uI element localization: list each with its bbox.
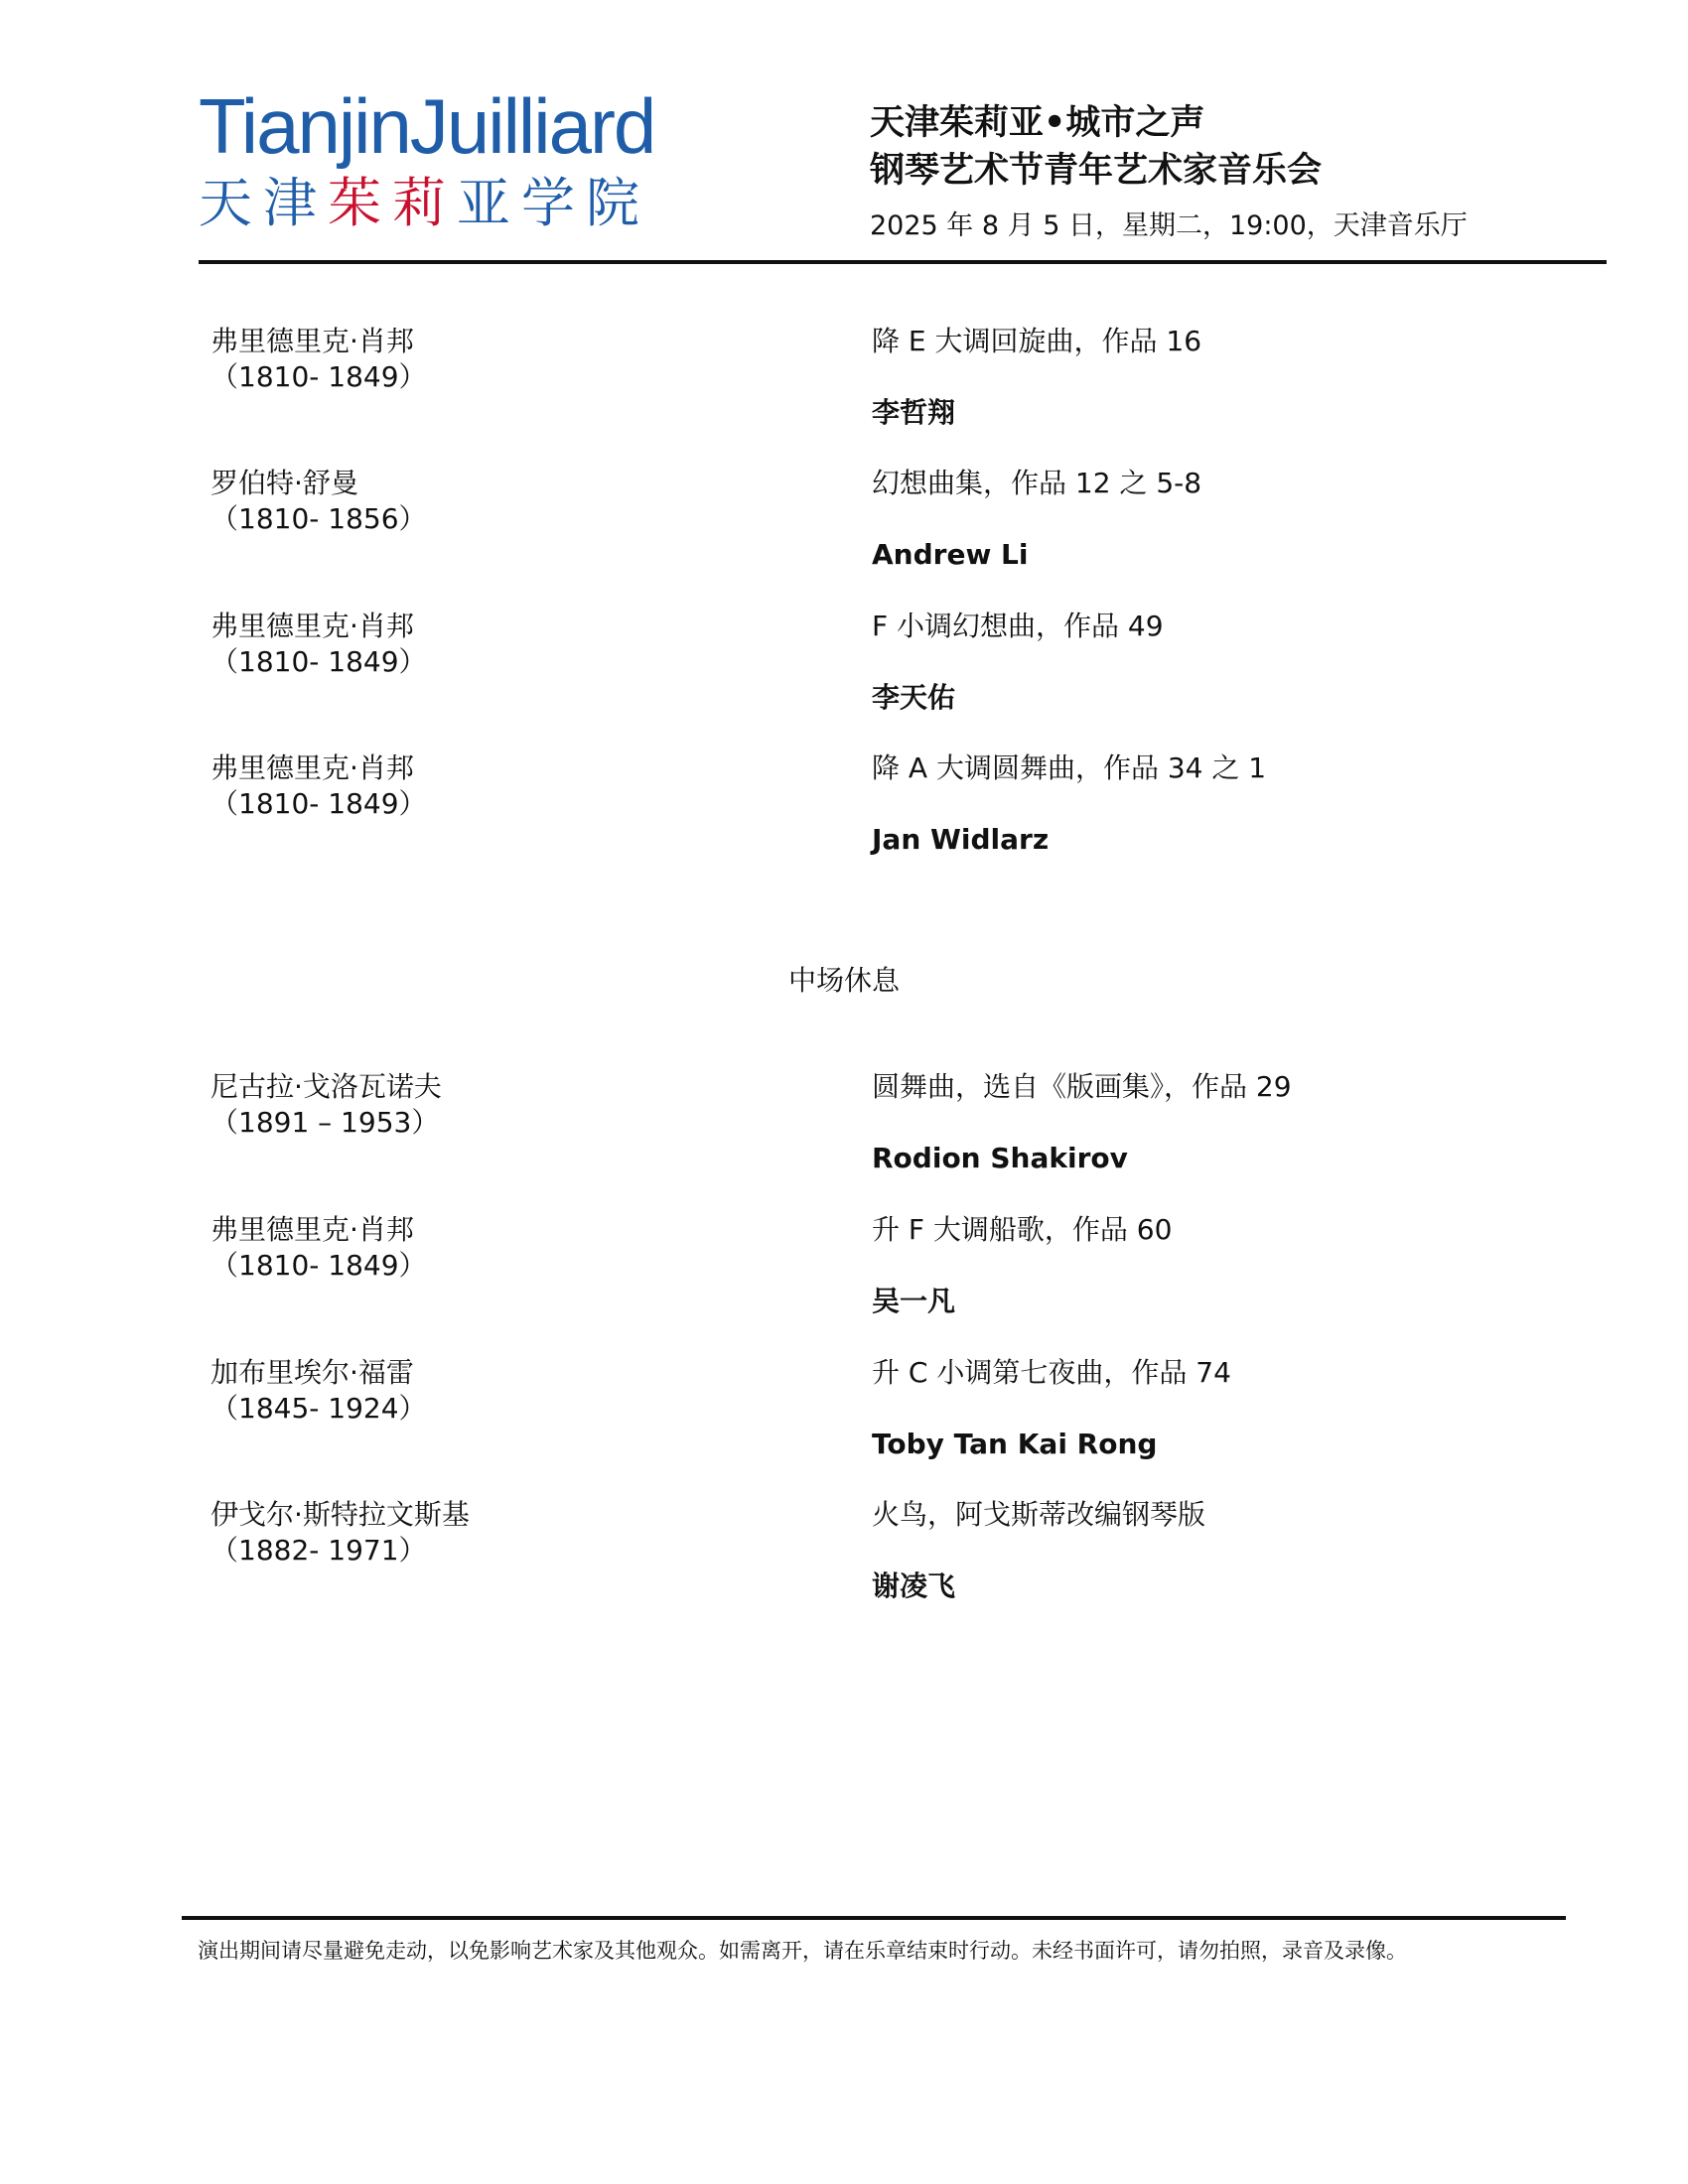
performer-name: Andrew Li [872,538,1029,571]
composer-dates: （1810- 1849） [211,787,427,820]
logo-char: 莉 [392,172,457,234]
composer-name: 尼古拉·戈洛瓦诺夫 [211,1070,442,1103]
composer-name: 伊戈尔·斯特拉文斯基 [211,1498,470,1531]
logo-char: 亚 [457,172,521,234]
composer-name: 罗伯特·舒曼 [211,467,358,499]
work-title: 降 A 大调圆舞曲，作品 34 之 1 [872,751,1267,784]
composer-dates: （1810- 1849） [211,645,427,678]
performer-name: 李天佑 [872,681,956,714]
logo-english: TianjinJuilliard [199,82,655,170]
logo-char: 院 [586,172,650,234]
footer-notice: 演出期间请尽量避免走动，以免影响艺术家及其他观众。如需离开，请在乐章结束时行动。未经书面许可，请勿拍照，录音及录像。 [198,1939,1407,1963]
performer-name: 谢凌飞 [872,1570,956,1602]
concert-header [870,99,1468,244]
composer-dates: （1882- 1971） [211,1534,427,1567]
composer-name: 弗里德里克·肖邦 [211,751,414,784]
concert-title-line-2: 钢琴艺术节青年艺术家音乐会 [870,151,1323,191]
logo-char: 茱 [328,172,392,234]
logo-char: 学 [521,172,586,234]
performer-name: 吴一凡 [872,1285,956,1317]
composer-name: 弗里德里克·肖邦 [211,1213,414,1246]
work-title: 圆舞曲，选自《版画集》，作品 29 [872,1070,1292,1103]
work-title: 升 F 大调船歌，作品 60 [872,1213,1173,1246]
work-title: 火鸟，阿戈斯蒂改编钢琴版 [872,1498,1206,1531]
composer-dates: （1891 – 1953） [211,1106,440,1139]
concert-date-venue: 2025 年 8 月 5 日，星期二，19:00，天津音乐厅 [870,210,1468,241]
work-title: 升 C 小调第七夜曲，作品 74 [872,1356,1231,1389]
composer-name: 弗里德里克·肖邦 [211,325,414,357]
performer-name: 李哲翔 [872,396,956,429]
concert-title-line-1: 天津茱莉亚•城市之声 [870,103,1205,143]
intermission-label: 中场休息 [787,964,900,997]
performer-name: Jan Widlarz [872,823,1050,856]
composer-dates: （1845- 1924） [211,1392,427,1425]
performer-name: Toby Tan Kai Rong [872,1428,1158,1460]
logo-chinese [199,172,665,234]
logo-char: 津 [263,172,328,234]
performer-name: Rodion Shakirov [872,1142,1128,1174]
logo-char: 天 [199,172,263,234]
composer-name: 加布里埃尔·福雷 [211,1356,414,1389]
header-divider [199,260,1607,264]
work-title: F 小调幻想曲，作品 49 [872,610,1164,642]
footer-divider [182,1916,1566,1920]
composer-dates: （1810- 1856） [211,502,427,535]
work-title: 幻想曲集，作品 12 之 5-8 [872,467,1202,499]
composer-dates: （1810- 1849） [211,1249,427,1282]
composer-dates: （1810- 1849） [211,360,427,393]
composer-name: 弗里德里克·肖邦 [211,610,414,642]
logo [199,82,665,234]
work-title: 降 E 大调回旋曲，作品 16 [872,325,1202,357]
